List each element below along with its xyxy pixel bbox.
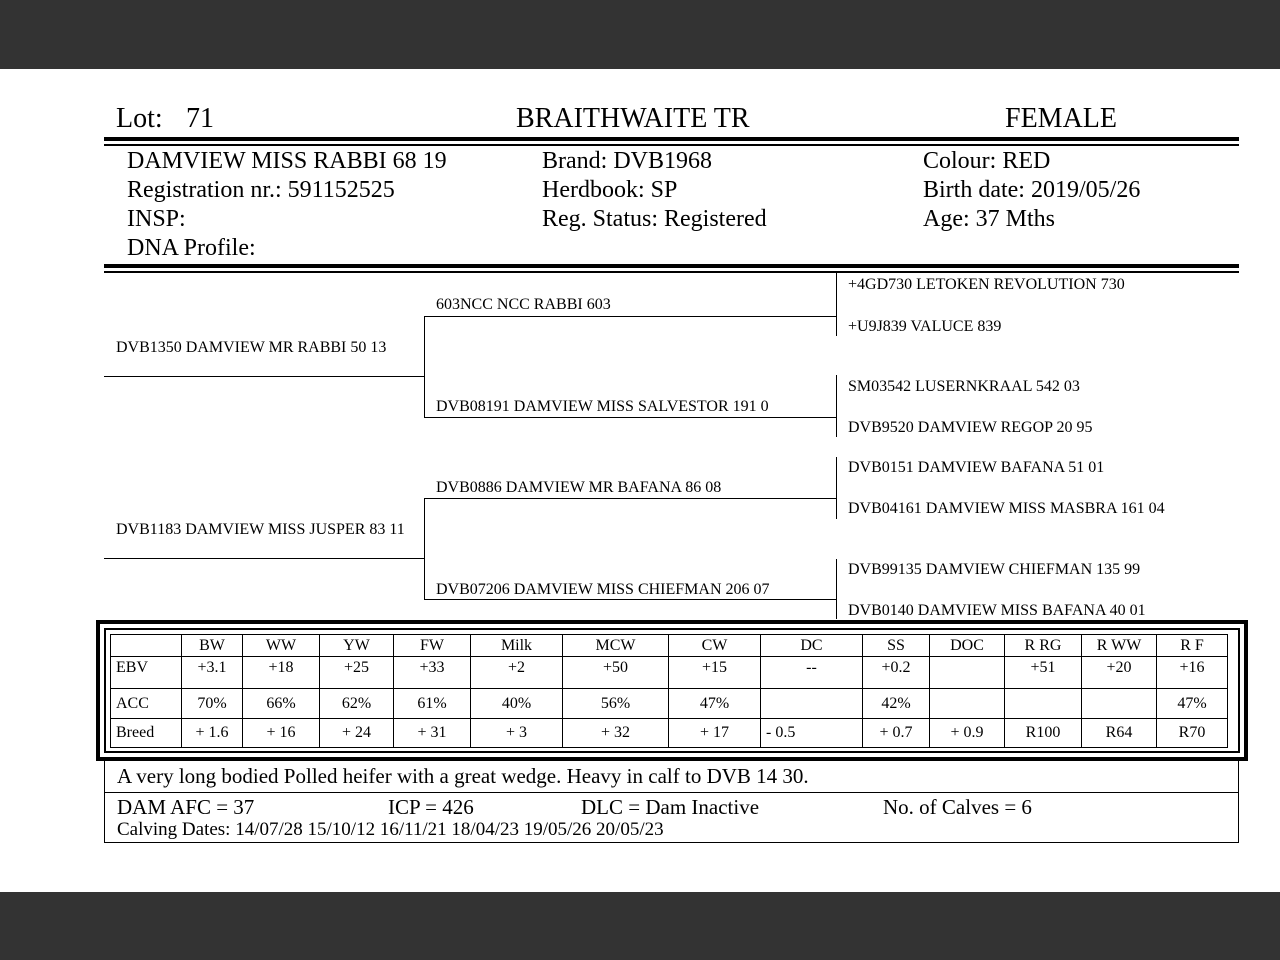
ebv-column-header: Milk [471,635,563,657]
ebv-inner-frame [104,628,1240,753]
ebv-column-header: FW [394,635,471,657]
sire-line [104,376,424,377]
ebv-value-cell: 47% [669,689,761,719]
ebv-value-cell: +3.1 [182,657,243,689]
insp-label: INSP: [127,206,186,232]
ebv-column-header: R F [1157,635,1228,657]
ebv-value-cell [761,689,863,719]
lot-label: Lot: [116,103,163,134]
ebv-value-cell: -- [761,657,863,689]
ebv-value-cell: + 24 [320,719,394,748]
ebv-value-cell: + 3 [471,719,563,748]
dam-dlc: DLC = Dam Inactive [581,795,760,819]
pedigree-ggp-5: DVB0151 DAMVIEW BAFANA 51 01 [848,459,1105,476]
pedigree-ggp-1: +4GD730 LETOKEN REVOLUTION 730 [848,276,1125,293]
animal-name: DAMVIEW MISS RABBI 68 19 [127,148,447,174]
ebv-corner-cell [111,635,182,657]
ebv-column-header: WW [243,635,320,657]
dam-dam-bracket [836,559,837,619]
registration-number: Registration nr.: 591152525 [127,177,395,203]
sire-bracket [424,316,425,417]
dam-bracket [424,498,425,599]
ebv-value-cell: +51 [1005,657,1082,689]
pedigree-sire: DVB1350 DAMVIEW MR RABBI 50 13 [116,339,387,356]
ebv-column-header: MCW [563,635,669,657]
animal-sex: FEMALE [1005,103,1117,134]
ebv-value-cell: 56% [563,689,669,719]
ebv-value-cell: + 16 [243,719,320,748]
pedigree-ggp-4: DVB9520 DAMVIEW REGOP 20 95 [848,419,1093,436]
herdbook: Herdbook: SP [542,177,678,203]
dam-info-box [104,792,1239,843]
ebv-value-cell: 66% [243,689,320,719]
pedigree-sire-sire: 603NCC NCC RABBI 603 [436,296,611,313]
dam-sire-line [424,498,836,499]
ebv-value-cell: + 1.6 [182,719,243,748]
sire-dam-bracket [836,375,837,437]
sire-sire-bracket [836,273,837,336]
ebv-value-cell: +18 [243,657,320,689]
pedigree-ggp-2: +U9J839 VALUCE 839 [848,318,1002,335]
info-rule-thick [104,264,1239,268]
ebv-value-cell: 61% [394,689,471,719]
breeder-name: BRAITHWAITE TR [516,103,750,134]
ebv-value-cell: + 0.7 [863,719,930,748]
ebv-value-cell [1082,689,1157,719]
birth-date: Birth date: 2019/05/26 [923,177,1141,203]
ebv-value-cell: +20 [1082,657,1157,689]
ebv-value-cell: R100 [1005,719,1082,748]
ebv-column-header: CW [669,635,761,657]
ebv-value-cell: 47% [1157,689,1228,719]
ebv-column-header: SS [863,635,930,657]
sire-dam-line [424,417,836,418]
dam-dam-line [424,599,836,600]
ebv-value-cell: 40% [471,689,563,719]
ebv-value-cell [930,657,1005,689]
ebv-value-cell: +25 [320,657,394,689]
ebv-value-cell: + 32 [563,719,669,748]
ebv-value-cell: +50 [563,657,669,689]
ebv-value-cell [1005,689,1082,719]
dam-afc: DAM AFC = 37 [117,795,255,819]
info-rule-thin [104,271,1239,273]
pedigree-sire-dam: DVB08191 DAMVIEW MISS SALVESTOR 191 0 [436,398,769,415]
ebv-column-header: R WW [1082,635,1157,657]
lot-number: 71 [186,103,214,134]
ebv-value-cell: +15 [669,657,761,689]
dam-icp: ICP = 426 [388,795,474,819]
ebv-row-label: EBV [111,657,182,689]
sire-sire-line [424,316,836,317]
ebv-column-header: DOC [930,635,1005,657]
ebv-row [111,657,1228,689]
ebv-value-cell: + 0.9 [930,719,1005,748]
pedigree-dam: DVB1183 DAMVIEW MISS JUSPER 83 11 [116,521,405,538]
ebv-column-header: R RG [1005,635,1082,657]
ebv-column-header: DC [761,635,863,657]
ebv-table [110,634,1228,748]
pedigree-ggp-7: DVB99135 DAMVIEW CHIEFMAN 135 99 [848,561,1141,578]
pedigree-ggp-6: DVB04161 DAMVIEW MISS MASBRA 161 04 [848,500,1165,517]
ebv-header-row [111,635,1228,657]
pedigree-dam-dam: DVB07206 DAMVIEW MISS CHIEFMAN 206 07 [436,581,770,598]
animal-comment: A very long bodied Polled heifer with a great wedge. Heavy in calf to DVB 14 30. [117,764,809,788]
dam-sire-bracket [836,457,837,519]
lot-sheet-page [0,69,1280,892]
ebv-row-label: Breed [111,719,182,748]
age: Age: 37 Mths [923,206,1055,232]
pedigree-ggp-8: DVB0140 DAMVIEW MISS BAFANA 40 01 [848,602,1146,619]
ebv-value-cell: R64 [1082,719,1157,748]
dam-line [104,558,424,559]
ebv-value-cell [930,689,1005,719]
ebv-column-header: BW [182,635,243,657]
header-rule-thick [104,137,1239,141]
comment-box [104,761,1239,793]
colour: Colour: RED [923,148,1051,174]
registration-status: Reg. Status: Registered [542,206,767,232]
ebv-value-cell: +0.2 [863,657,930,689]
ebv-row-label: ACC [111,689,182,719]
ebv-value-cell: + 31 [394,719,471,748]
pedigree-dam-sire: DVB0886 DAMVIEW MR BAFANA 86 08 [436,479,722,496]
ebv-value-cell: +16 [1157,657,1228,689]
dna-profile-label: DNA Profile: [127,235,256,261]
ebv-value-cell: 62% [320,689,394,719]
ebv-value-cell: + 17 [669,719,761,748]
acc-row [111,689,1228,719]
ebv-value-cell: R70 [1157,719,1228,748]
ebv-column-header: YW [320,635,394,657]
breed-row [111,719,1228,748]
header-rule-thin [104,144,1239,146]
dam-calving-dates: Calving Dates: 14/07/28 15/10/12 16/11/21 18/04/23 19/05/26 20/05/23 [117,819,664,840]
pedigree-ggp-3: SM03542 LUSERNKRAAL 542 03 [848,378,1080,395]
ebv-box [96,620,1248,761]
ebv-value-cell: 42% [863,689,930,719]
ebv-value-cell: - 0.5 [761,719,863,748]
brand: Brand: DVB1968 [542,148,712,174]
ebv-value-cell: +2 [471,657,563,689]
ebv-value-cell: 70% [182,689,243,719]
dam-number-of-calves: No. of Calves = 6 [883,795,1032,819]
ebv-value-cell: +33 [394,657,471,689]
